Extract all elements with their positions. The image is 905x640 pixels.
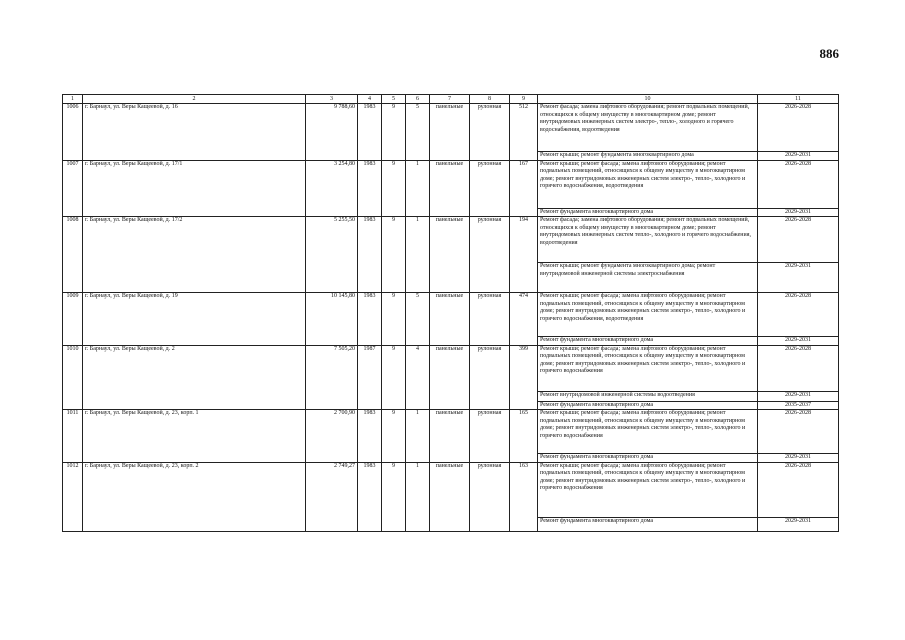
repair-works-cell: Ремонт крыши; ремонт фасада; замена лифтового оборудования; ремонт подвальных помещений, относящихся к общему имуществу в многоквартирном доме; ремонт внутридомовых инженерных систем электро-, тепло-, холодного и горячего водоснабжения, водоотведения <box>538 160 758 208</box>
row-number-cell: 1009 <box>63 293 83 346</box>
residents-cell: 163 <box>510 462 538 531</box>
table-row <box>63 160 839 208</box>
repair-period-cell: 2029-2031 <box>758 263 839 293</box>
entrances-cell: 5 <box>406 104 430 161</box>
repair-works-cell: Ремонт крыши; ремонт фасада; замена лифтового оборудования; ремонт подвальных помещений, относящихся к общему имуществу в многоквартирном доме; ремонт внутридомовых инженерных систем электро-, тепло-, холодного и горячего водоснабжения, водоотведения <box>538 293 758 337</box>
year-cell: 1983 <box>358 160 382 217</box>
area-cell: 2 700,90 <box>306 410 358 463</box>
roof-type-cell: рулонная <box>470 160 510 217</box>
wall-material-cell: панельные <box>430 410 470 463</box>
table-row <box>63 293 839 337</box>
row-number-cell: 1007 <box>63 160 83 217</box>
repair-works-cell: Ремонт фасада; замена лифтового оборудования; ремонт подвальных помещений, относящихся к общему имуществу в многоквартирном доме; ремонт внутридомовых инженерных систем тепло-, холодного и горячего водоснабжения, водоотведения <box>538 217 758 263</box>
repair-works-cell: Ремонт фасада; замена лифтового оборудования; ремонт подвальных помещений, относящихся к общему имуществу в многоквартирном доме; ремонт внутридомовых инженерных систем электро-, тепло-, холодного и горячего водоснабжения, водоотведения <box>538 104 758 152</box>
repair-period-cell: 2026-2028 <box>758 217 839 263</box>
repair-period-cell: 2029-2031 <box>758 208 839 217</box>
address-cell: г. Барнаул, ул. Веры Кащеевой, д. 17/1 <box>83 160 306 217</box>
table-row <box>63 217 839 263</box>
year-cell: 1983 <box>358 293 382 346</box>
repair-period-cell: 2026-2028 <box>758 104 839 152</box>
residents-cell: 474 <box>510 293 538 346</box>
repair-works-cell: Ремонт фундамента многоквартирного дома <box>538 517 758 531</box>
column-number: 8 <box>470 95 510 104</box>
year-cell: 1983 <box>358 462 382 531</box>
address-cell: г. Барнаул, ул. Веры Кащеевой, д. 16 <box>83 104 306 161</box>
floors-cell: 9 <box>382 293 406 346</box>
area-cell: 5 255,50 <box>306 217 358 293</box>
residents-cell: 512 <box>510 104 538 161</box>
repair-works-cell: Ремонт крыши; ремонт фасада; замена лифтового оборудования; ремонт подвальных помещений, относящихся к общему имуществу в многоквартирном доме; ремонт внутридомовых инженерных систем электро-, тепло-, холодного и горячего водоснабжения <box>538 345 758 391</box>
wall-material-cell: панельные <box>430 345 470 410</box>
column-number: 11 <box>758 95 839 104</box>
column-number: 5 <box>382 95 406 104</box>
table-row <box>63 345 839 391</box>
column-number: 9 <box>510 95 538 104</box>
area-cell: 9 788,60 <box>306 104 358 161</box>
repair-works-cell: Ремонт фундамента многоквартирного дома <box>538 401 758 410</box>
column-number: 3 <box>306 95 358 104</box>
repair-period-cell: 2026-2028 <box>758 345 839 391</box>
year-cell: 1983 <box>358 217 382 293</box>
column-number: 10 <box>538 95 758 104</box>
residents-cell: 165 <box>510 410 538 463</box>
address-cell: г. Барнаул, ул. Веры Кащеевой, д. 17/2 <box>83 217 306 293</box>
floors-cell: 9 <box>382 104 406 161</box>
repair-period-cell: 2026-2028 <box>758 462 839 517</box>
housing-repair-table <box>62 94 839 532</box>
floors-cell: 9 <box>382 410 406 463</box>
wall-material-cell: панельные <box>430 160 470 217</box>
address-cell: г. Барнаул, ул. Веры Кащеевой, д. 23, корп. 2 <box>83 462 306 531</box>
column-number: 1 <box>63 95 83 104</box>
residents-cell: 167 <box>510 160 538 217</box>
roof-type-cell: рулонная <box>470 217 510 293</box>
roof-type-cell: рулонная <box>470 410 510 463</box>
table-row <box>63 462 839 517</box>
residents-cell: 194 <box>510 217 538 293</box>
row-number-cell: 1010 <box>63 345 83 410</box>
row-number-cell: 1008 <box>63 217 83 293</box>
repair-works-cell: Ремонт внутридомовой инженерной системы водоотведения <box>538 391 758 401</box>
roof-type-cell: рулонная <box>470 462 510 531</box>
year-cell: 1983 <box>358 410 382 463</box>
repair-period-cell: 2035-2037 <box>758 401 839 410</box>
floors-cell: 9 <box>382 462 406 531</box>
entrances-cell: 1 <box>406 410 430 463</box>
wall-material-cell: панельные <box>430 293 470 346</box>
roof-type-cell: рулонная <box>470 293 510 346</box>
entrances-cell: 1 <box>406 160 430 217</box>
repair-works-cell: Ремонт крыши; ремонт фундамента многоквартирного дома; ремонт внутридомовой инженерной системы электроснабжения <box>538 263 758 293</box>
address-cell: г. Барнаул, ул. Веры Кащеевой, д. 2 <box>83 345 306 410</box>
wall-material-cell: панельные <box>430 104 470 161</box>
floors-cell: 9 <box>382 160 406 217</box>
row-number-cell: 1012 <box>63 462 83 531</box>
entrances-cell: 1 <box>406 217 430 293</box>
entrances-cell: 4 <box>406 345 430 410</box>
repair-works-cell: Ремонт крыши; ремонт фасада; замена лифтового оборудования; ремонт подвальных помещений, относящихся к общему имуществу в многоквартирном доме; ремонт внутридомовых инженерных систем электро-, тепло-, холодного и горячего водоснабжения <box>538 410 758 454</box>
floors-cell: 9 <box>382 217 406 293</box>
table-row <box>63 104 839 152</box>
repair-period-cell: 2029-2031 <box>758 391 839 401</box>
repair-period-cell: 2026-2028 <box>758 293 839 337</box>
residents-cell: 399 <box>510 345 538 410</box>
repair-period-cell: 2029-2031 <box>758 152 839 161</box>
entrances-cell: 5 <box>406 293 430 346</box>
area-cell: 7 505,20 <box>306 345 358 410</box>
page-number: 886 <box>819 46 839 61</box>
wall-material-cell: панельные <box>430 217 470 293</box>
column-number: 7 <box>430 95 470 104</box>
repair-works-cell: Ремонт крыши; ремонт фундамента многоквартирного дома <box>538 152 758 161</box>
area-cell: 2 749,27 <box>306 462 358 531</box>
entrances-cell: 1 <box>406 462 430 531</box>
repair-period-cell: 2026-2028 <box>758 410 839 454</box>
year-cell: 1983 <box>358 104 382 161</box>
column-number: 6 <box>406 95 430 104</box>
table-row <box>63 410 839 454</box>
address-cell: г. Барнаул, ул. Веры Кащеевой, д. 23, корп. 1 <box>83 410 306 463</box>
roof-type-cell: рулонная <box>470 104 510 161</box>
repair-period-cell: 2029-2031 <box>758 337 839 346</box>
area-cell: 10 145,80 <box>306 293 358 346</box>
repair-works-cell: Ремонт фундамента многоквартирного дома <box>538 208 758 217</box>
year-cell: 1987 <box>358 345 382 410</box>
wall-material-cell: панельные <box>430 462 470 531</box>
roof-type-cell: рулонная <box>470 345 510 410</box>
row-number-cell: 1006 <box>63 104 83 161</box>
column-number: 2 <box>83 95 306 104</box>
column-number-row <box>63 95 839 104</box>
column-number: 4 <box>358 95 382 104</box>
repair-period-cell: 2029-2031 <box>758 454 839 463</box>
row-number-cell: 1011 <box>63 410 83 463</box>
address-cell: г. Барнаул, ул. Веры Кащеевой, д. 19 <box>83 293 306 346</box>
repair-period-cell: 2026-2028 <box>758 160 839 208</box>
repair-period-cell: 2029-2031 <box>758 517 839 531</box>
floors-cell: 9 <box>382 345 406 410</box>
area-cell: 3 254,80 <box>306 160 358 217</box>
repair-works-cell: Ремонт фундамента многоквартирного дома <box>538 454 758 463</box>
repair-works-cell: Ремонт фундамента многоквартирного дома <box>538 337 758 346</box>
repair-works-cell: Ремонт крыши; ремонт фасада; замена лифтового оборудования; ремонт подвальных помещений, относящихся к общему имуществу в многоквартирном доме; ремонт внутридомовых инженерных систем электро-, тепло-, холодного и горячего водоснабжения <box>538 462 758 517</box>
